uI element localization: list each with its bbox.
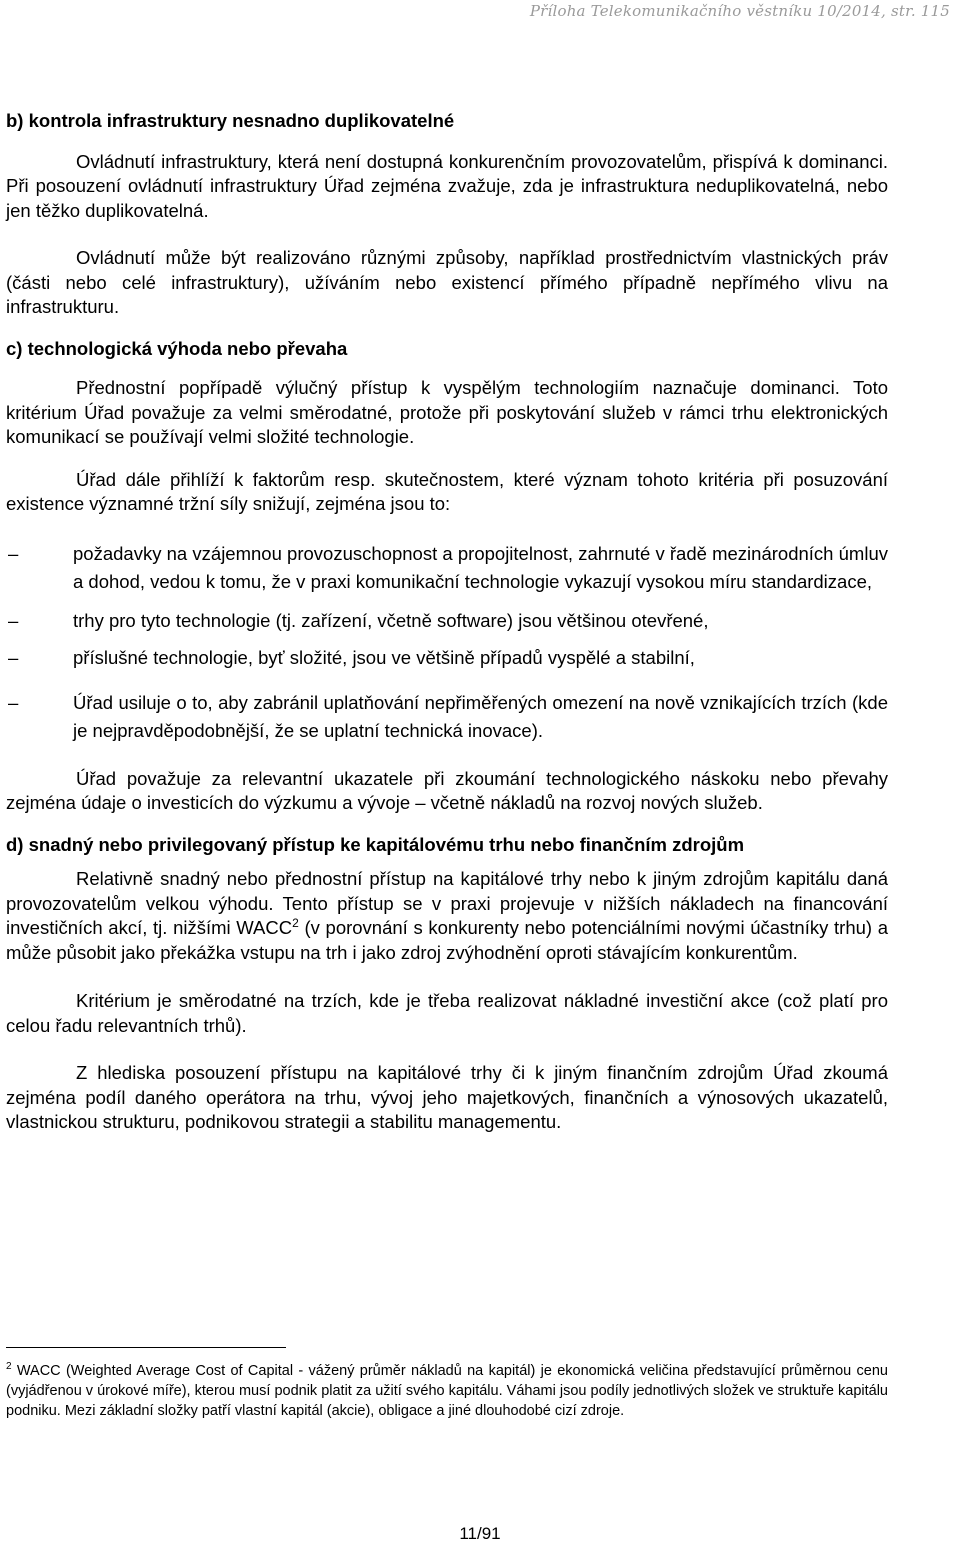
- bullet-list: [6, 540, 888, 745]
- document-body: [6, 109, 888, 1135]
- footnote-separator: [6, 1347, 286, 1348]
- footnote-reference[interactable]: 2: [292, 915, 299, 930]
- dash-bullet: –: [8, 609, 19, 631]
- footnote: [6, 1361, 888, 1421]
- section-d-paragraph-1-continued: (v porovnání s konkurenty nebo potenciálními novými účastníky trhu) a může působit jako překážka vstupu na trh i jako zdroj zvýhodnění oproti stávajícím konkurentům.: [6, 917, 888, 963]
- list-item-text: trhy pro tyto technologie (tj. zařízení, včetně software) jsou většinou otevřené,: [73, 609, 709, 631]
- section-c-paragraph-2: Úřad dále přihlíží k faktorům resp. skutečnostem, které význam tohoto kritéria při posuzování existence významné tržní síly snižují, zejména jsou to:: [6, 468, 888, 514]
- section-b-paragraph-1: Ovládnutí infrastruktury, která není dostupná konkurenčním provozovatelům, přispívá k dominanci. Při posouzení ovládnutí infrastruktury Úřad zejména zvažuje, zda je infrastruktura neduplikovatelná, nebo jen těžko duplikovatelná.: [6, 150, 888, 221]
- list-item-text: příslušné technologie, byť složité, jsou ve většině případů vyspělé a stabilní,: [73, 647, 695, 668]
- list-item-text: Úřad usiluje o to, aby zabránil uplatňování nepřiměřených omezení na nově vznikajících trzích (kde je nejpravděpodobnější, že se uplatní technická inovace).: [73, 691, 888, 741]
- list-item: [6, 689, 888, 745]
- section-d-paragraph-2: Kritérium je směrodatné na trzích, kde je třeba realizovat nákladné investiční akce (což platí pro celou řadu relevantních trhů).: [6, 990, 888, 1036]
- section-d-paragraph-3: Z hlediska posouzení přístupu na kapitálové trhy či k jiným finančním zdrojům Úřad zkoumá zejména podíl daného operátora na trhu, vývoj jeho majetkových, finančních a výnosových ukazatelů, vlastnickou strukturu, podnikovou strategii a stabilitu managementu.: [6, 1062, 888, 1132]
- section-b-heading: b) kontrola infrastruktury nesnadno duplikovatelné: [6, 110, 455, 131]
- section-b-paragraph-2: Ovládnutí může být realizováno různými způsoby, například prostřednictvím vlastnických práv (části nebo celé infrastruktury), užíváním nebo existencí přímého případně nepřímého vlivu na infrastrukturu.: [6, 247, 888, 317]
- dash-bullet: –: [8, 647, 19, 668]
- section-c-paragraph-3: Úřad považuje za relevantní ukazatele při zkoumání technologického náskoku nebo převahy zejména údaje o investicích do výzkumu a vývoje – včetně nákladů na rozvoj nových služeb.: [6, 767, 888, 813]
- section-d-paragraph-1: [6, 867, 888, 965]
- list-item: [6, 540, 888, 596]
- dash-bullet: –: [8, 542, 19, 564]
- footnote-number: 2: [6, 1361, 12, 1373]
- dash-bullet: –: [8, 691, 19, 713]
- section-c-heading: c) technologická výhoda nebo převaha: [6, 337, 348, 359]
- section-d-paragraph-1-text: Relativně snadný nebo přednostní přístup na kapitálové trhy nebo k jiným zdrojům kapitálu daná provozovatelům velkou výhodu. Tento přístup se v praxi projevuje v nižších nákladech na financování investičních akcí, tj. nižšími WACC: [6, 868, 888, 938]
- section-d-heading: d) snadný nebo privilegovaný přístup ke kapitálovému trhu nebo finančním zdrojům: [6, 833, 745, 855]
- footnote-text: WACC (Weighted Average Cost of Capital - vážený průměr nákladů na kapitál) je ekonomická veličina představující průměrnou cenu (vyjádřenou v úrokové míře), kterou musí podnik platit za užití svého kapitálu. Váhami jsou podíly jednotlivých složek ve struktuře kapitálu podniku. Mezi základní složky patří vlastní kapitál (akcie), obligace a jiné dlouhodobé cizí zdroje.: [6, 1363, 888, 1419]
- list-item: [6, 609, 888, 634]
- running-header: Příloha Telekomunikačního věstníku 10/2014, str. 115: [529, 2, 950, 20]
- list-item-text: požadavky na vzájemnou provozuschopnost a propojitelnost, zahrnuté v řadě mezinárodních úmluv a dohod, vedou k tomu, že v praxi komunikační technologie vykazují vysokou míru standardizace,: [73, 542, 888, 592]
- page-number: 11/91: [459, 1524, 501, 1543]
- section-c-paragraph-1: Přednostní popřípadě výlučný přístup k vyspělým technologiím naznačuje dominanci. Toto kritérium Úřad považuje za velmi směrodatné, protože při poskytování služeb v rámci trhu elektronických komunikací se používají velmi složité technologie.: [6, 377, 888, 447]
- list-item: [6, 646, 888, 671]
